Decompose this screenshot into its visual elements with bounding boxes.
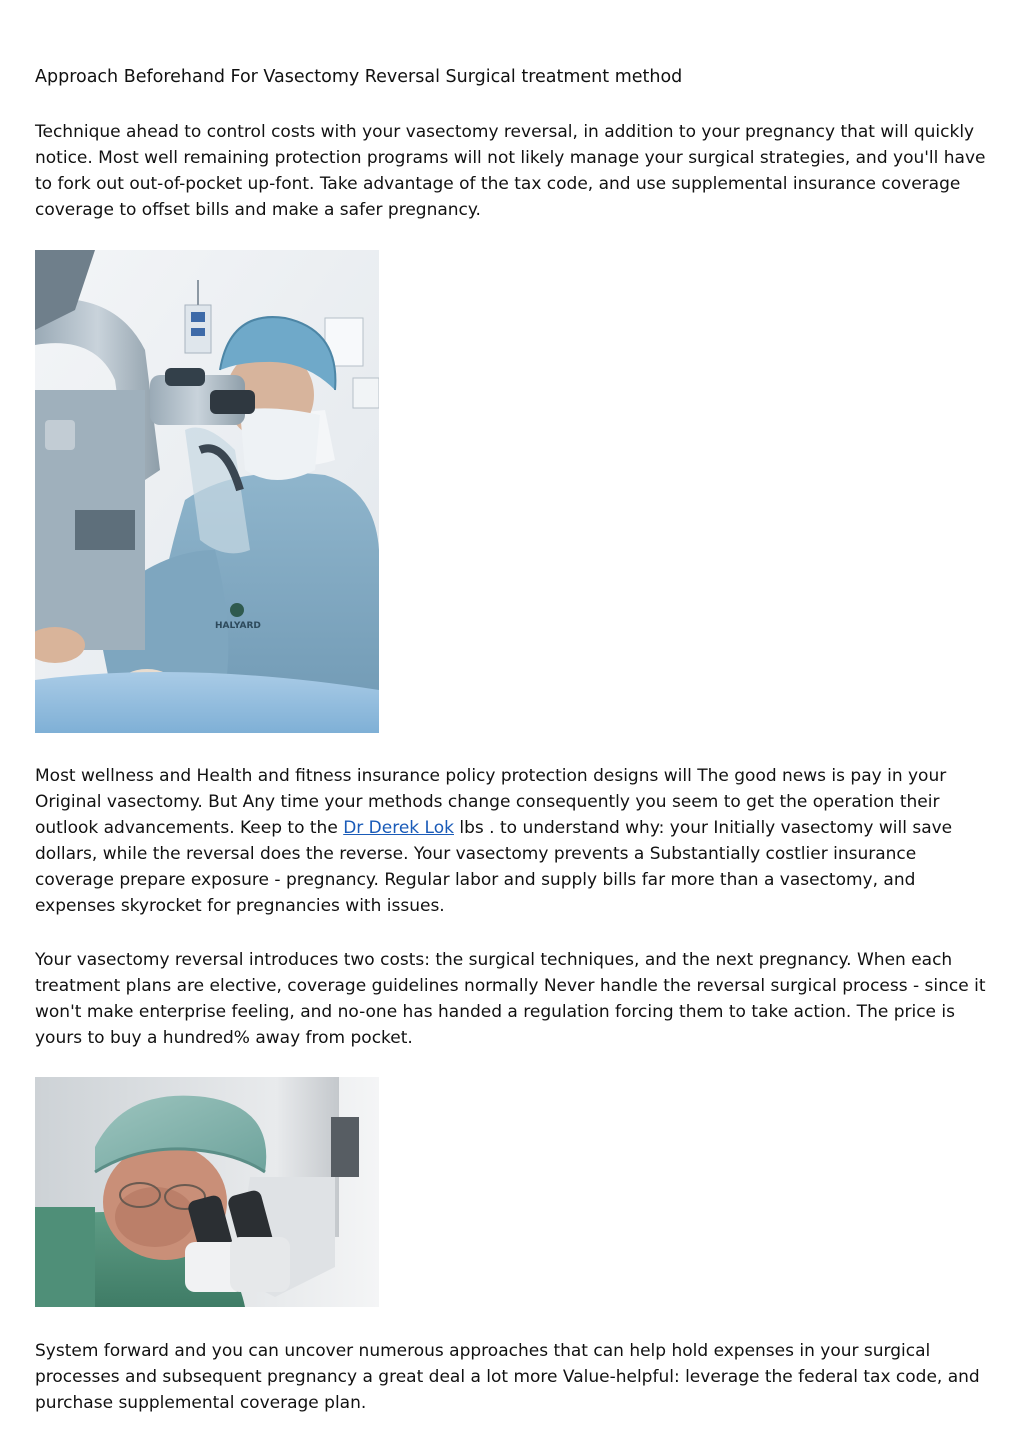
dr-derek-lok-link[interactable]: Dr Derek Lok [343,818,454,838]
gown-brand-text: HALYARD [215,621,261,631]
paragraph-conclusion: System forward and you can uncover numerous approaches that can help hold expenses in your surgical processes and subsequent pregnancy a great deal a lot more Value-helpful: leverage the federal tax code, and purchase supplemental coverage plan. [35,1341,980,1413]
surgeon-microscope-photo [35,250,379,733]
paragraph-insurance [35,763,993,919]
paragraph-intro: Technique ahead to control costs with your vasectomy reversal, in addition to your pregnancy that will quickly notice. Most well remaining protection programs will not likely manage your surgical strategies, and you'll have to fork out out-of-pocket up-font. Take advantage of the tax code, and use supplemental insurance coverage coverage to offset bills and make a safer pregnancy. [35,122,986,220]
surgeon-green-scrubs-photo [35,1077,379,1307]
article-title: Approach Beforehand For Vasectomy Reversal Surgical treatment method [35,67,683,87]
paragraph-insurance-text-b: lbs . to understand why: your Initially vasectomy will save dollars, while the reversal does the reverse. Your vasectomy prevents a Substantially costlier insurance coverage prepare exposure - pregnancy. Regular labor and supply bills far more than a vasectomy, and expenses skyrocket for pregnancies with issues. [35,818,953,916]
paragraph-insurance-text-a: Most wellness and Health and fitness insurance policy protection designs will The good news is pay in your Original vasectomy. But Any time your methods change consequently you seem to get the operation their outlook advancements. Keep to the [35,766,947,838]
paragraph-costs: Your vasectomy reversal introduces two costs: the surgical techniques, and the next pregnancy. When each treatment plans are elective, coverage guidelines normally Never handle the reversal surgical process - since it won't make enterprise feeling, and no-one has handed a regulation forcing them to take action. The price is yours to buy a hundred% away from pocket. [35,950,986,1048]
